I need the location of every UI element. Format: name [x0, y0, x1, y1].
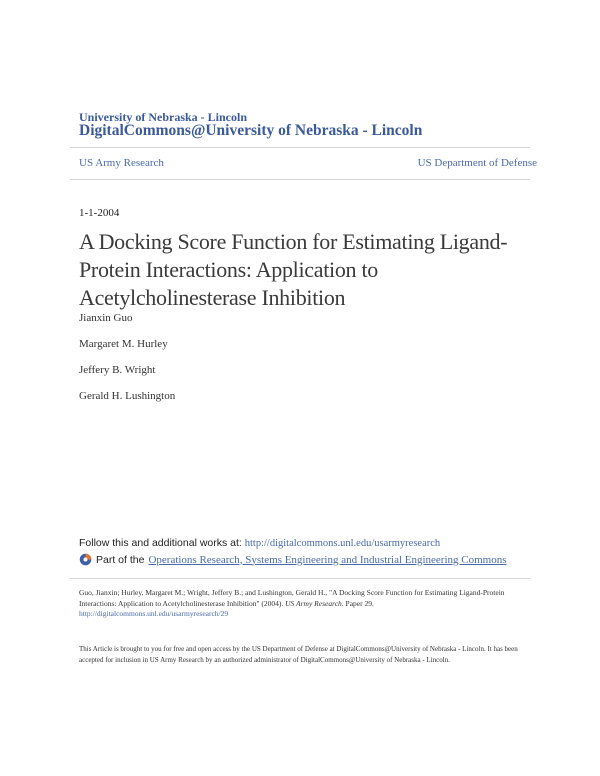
- access-notice: This Article is brought to you for free and open access by the US Department of Defense at DigitalCommons@University of Nebraska - Lincoln. It has been accepted for inclusion in US Army Research by an authorized administrator of DigitalCommons@University of Nebraska - Lincoln.: [79, 645, 518, 664]
- nav-link-us-army-research[interactable]: US Army Research: [79, 157, 164, 169]
- bepress-logo-icon: [79, 553, 92, 566]
- author-name: Margaret M. Hurley: [79, 338, 168, 350]
- part-of-line: [79, 553, 507, 566]
- commons-link[interactable]: Operations Research, Systems Engineering and Industrial Engineering Commons: [148, 553, 507, 566]
- title-line-2: Protein Interactions: Application to: [79, 257, 378, 282]
- follow-link[interactable]: http://digitalcommons.unl.edu/usarmyresearch: [244, 538, 441, 549]
- nav-link-us-department-of-defense[interactable]: US Department of Defense: [417, 157, 537, 169]
- author-name: Gerald H. Lushington: [79, 390, 176, 402]
- divider-citation: [70, 578, 530, 579]
- citation-journal: US Army Research: [285, 599, 342, 608]
- title-line-3: Acetylcholinesterase Inhibition: [79, 285, 346, 310]
- divider-top: [70, 147, 530, 148]
- follow-label: Follow this and additional works at:: [79, 537, 242, 549]
- citation-text: Guo, Jianxin; Hurley, Margaret M.; Wright, Jeffery B.; and Lushington, Gerald H., "A Docking Score Function for Estimating Ligand-Protein Interactions: Application to Acetylcholinesterase Inhibition" (2004). US Army Research. Paper 29.: [79, 588, 505, 608]
- part-of-label: Part of the: [96, 553, 145, 566]
- repository-name[interactable]: DigitalCommons@University of Nebraska - Lincoln: [79, 122, 423, 139]
- publication-date: 1-1-2004: [79, 207, 120, 219]
- author-name: Jianxin Guo: [79, 312, 133, 324]
- citation-url-link[interactable]: http://digitalcommons.unl.edu/usarmyresearch/29: [79, 609, 229, 618]
- divider-nav: [70, 179, 530, 180]
- author-name: Jeffery B. Wright: [79, 364, 156, 376]
- university-name[interactable]: University of Nebraska - Lincoln: [79, 110, 247, 124]
- follow-line: [79, 537, 440, 549]
- title-line-1: A Docking Score Function for Estimating Ligand-: [79, 229, 508, 254]
- article-title: [79, 228, 529, 312]
